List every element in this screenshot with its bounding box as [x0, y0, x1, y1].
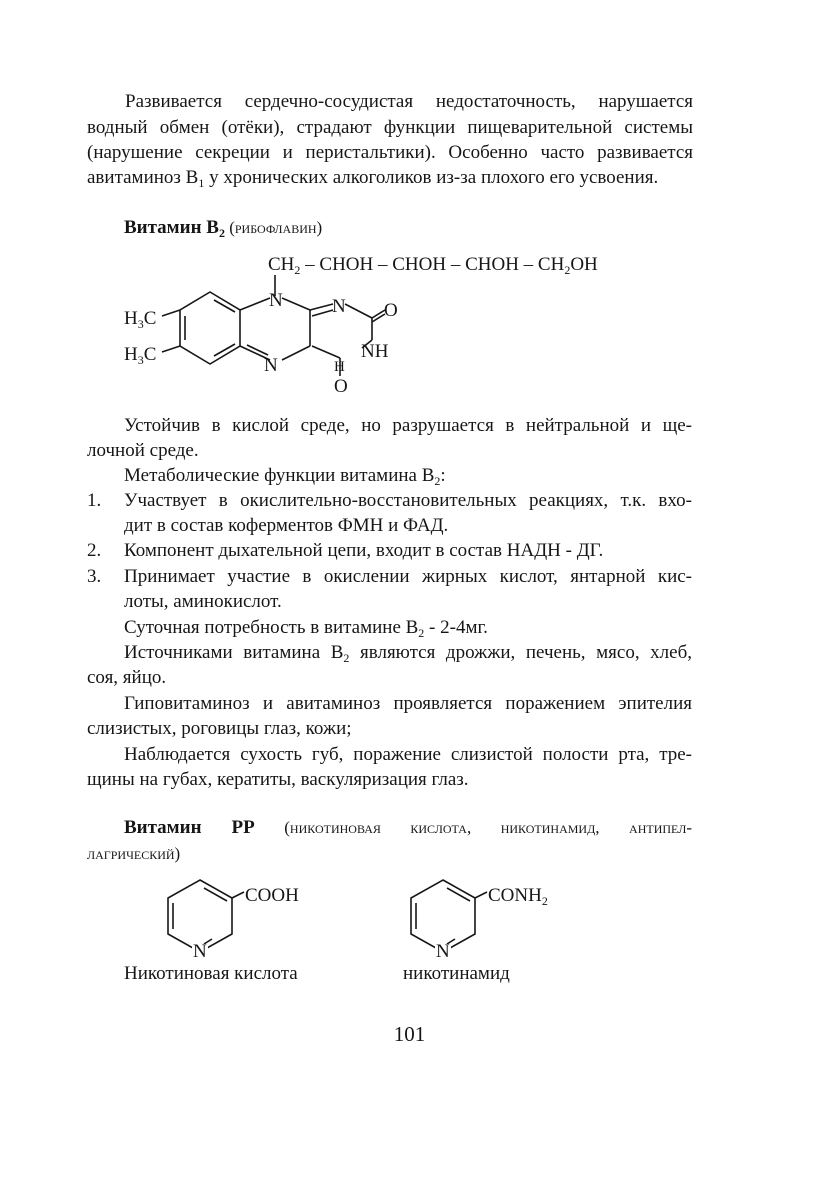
atom-n-bottom: N [264, 355, 278, 376]
nicotinic-structures [0, 870, 819, 960]
intro-line-1: Развивается сердечно-сосудистая недостаточность, нарушается [125, 91, 693, 112]
hypo-line-2: слизистых, роговицы глаз, кожи; [87, 718, 352, 739]
page-number: 101 [393, 1022, 426, 1046]
obs-line-2: щины на губах, кератиты, васкуляризация глаз. [87, 769, 469, 790]
nicotinamide-group: $CONH_2$ [488, 885, 548, 908]
stability-line-2: лочной среде. [87, 440, 199, 461]
hypo-line-1: Гиповитаминоз и авитаминоз проявляется поражением эпителия [124, 693, 692, 714]
methyl-top: $H_3C$ [124, 308, 157, 331]
item-2-line-1: Компонент дыхательной цепи, входит в состав НАДН - ДГ. [124, 540, 604, 561]
stability-line-1: Устойчив в кислой среде, но разрушается в нейтральной и ще- [124, 415, 692, 436]
riboflavin-structure [0, 240, 819, 420]
caption-nicotinamide: никотинамид [403, 963, 510, 984]
sources-line-2: соя, яйцо. [87, 667, 167, 688]
vitamin-pp-heading-line-1: Витамин РР (никотиновая кислота, никотинамид, антипел- [124, 817, 692, 838]
sources-line-1: Источниками витамина $В_2$ являются дрожжи, печень, мясо, хлеб, [124, 642, 692, 665]
atom-o-bottom: O [334, 376, 348, 397]
atom-o-right: O [384, 300, 398, 321]
item-3-line-1: Принимает участие в окислении жирных кислот, янтарной кис- [124, 566, 692, 587]
item-1-line-2: дит в состав коферментов ФМН и ФАД. [124, 515, 449, 536]
item-3-line-2: лоты, аминокислот. [124, 591, 282, 612]
atom-h: H [334, 359, 345, 375]
vitamin-b2-heading: Витамин $В_2$ (рибофлавин) [124, 217, 323, 240]
item-1-line-1: Участвует в окислительно-восстановительных реакциях, т.к. вхо- [124, 490, 692, 511]
intro-line-2: водный обмен (отёки), страдают функции пищеварительной системы [87, 117, 693, 138]
chain-label: $CH_2$ – CHOH – CHOH – CHOH – $CH_2OH$ [268, 254, 598, 277]
item-3-number: 3. [87, 566, 102, 587]
obs-line-1: Наблюдается сухость губ, поражение слизистой полости рта, тре- [124, 744, 692, 765]
ring-n-acid: N [193, 941, 207, 960]
methyl-bottom: $H_3C$ [124, 344, 157, 367]
functions-title: Метаболические функции витамина $В_2$: [124, 465, 446, 488]
item-1-number: 1. [87, 490, 102, 511]
item-2-number: 2. [87, 540, 102, 561]
intro-line-3: (нарушение секреции и перистальтики). Особенно часто развивается [87, 142, 693, 163]
caption-nicotinic-acid: Никотиновая кислота [124, 963, 298, 984]
benzene-ring [180, 292, 240, 364]
vitamin-pp-heading-line-2: лагрический) [87, 844, 181, 863]
atom-nh: NH [361, 341, 389, 362]
intro-line-4: авитаминоз $В_1$ у хронических алкоголиков из-за плохого его усвоения. [87, 167, 659, 190]
nicotinic-acid-group: COOH [245, 885, 299, 906]
daily-requirement: Суточная потребность в витамине $В_2 - 2-4мг$. [124, 617, 488, 640]
atom-n-right: N [332, 296, 346, 317]
ring-n-amide: N [436, 941, 450, 960]
atom-n-top: N [269, 290, 283, 311]
